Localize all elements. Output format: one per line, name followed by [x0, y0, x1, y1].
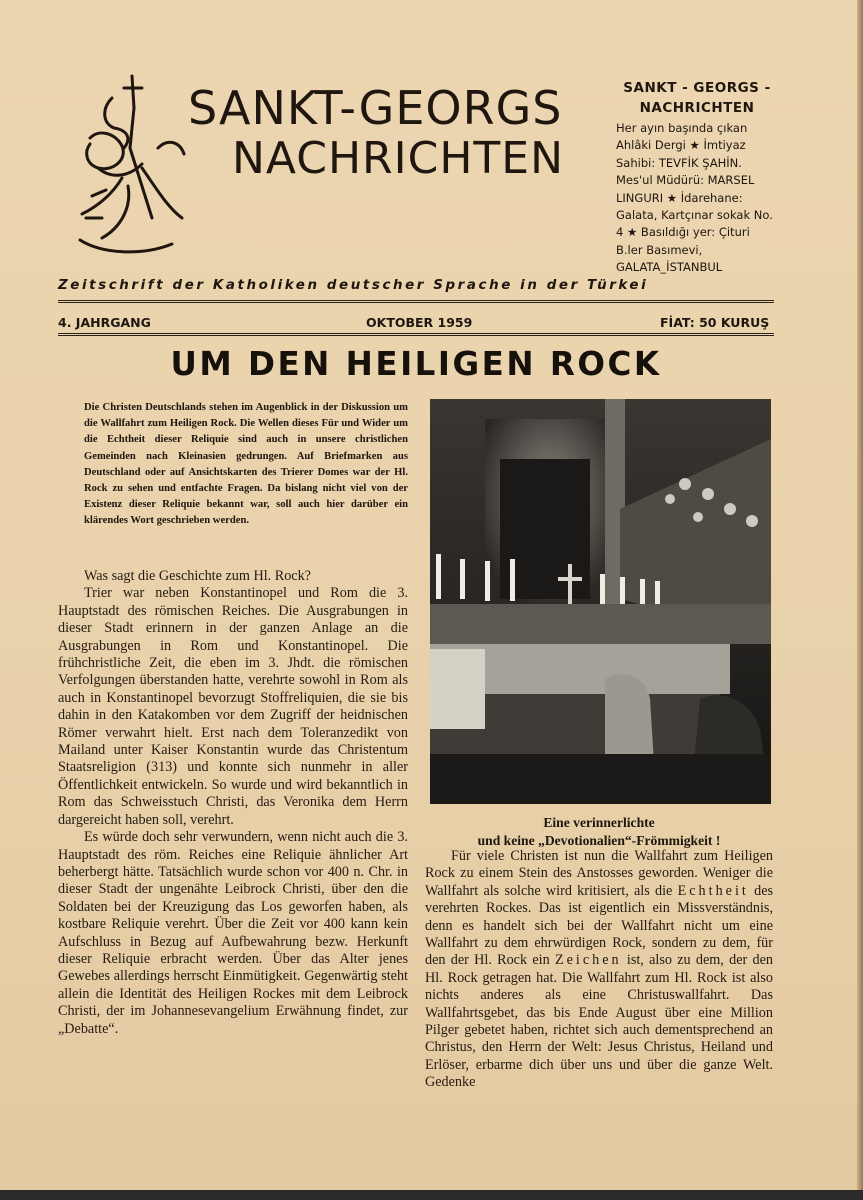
article-lead: Die Christen Deutschlands stehen im Augenblick in der Diskussion um die Wallfahrt zum Heiligen Rock. Die Wellen dieses Für und Wider um die Echtheit dieser Reliquie sind auch in unsere christlichen Gemeinden nach Kleinasien gedrungen. Auf Briefmarken aus Deutschland oder auf Ansichtskarten des Trierer Domes war der Hl. Rock zu sehen und entfachte Fragen. Da bislang nicht viel von der Existenz dieser Reliquie bekannt war, soll auch hier darüber ein klärendes Wort geschrieben werden.	[84, 402, 408, 527]
article-headline: UM DEN HEILIGEN ROCK	[170, 345, 662, 383]
page-edge	[857, 0, 863, 1200]
text-run-a: Für viele Christen ist nun die Wallfahrt zum Heiligen Rock zu einem Stein des Anstosses geworden. Weniger die Wallfahrt als solche wird kritisiert, als die	[425, 848, 773, 899]
imprint-text: Her ayın başında çıkan Ahlâki Dergi ★ İmtiyaz Sahibi: TEVFİK ŞAHİN. Mes'ul Müdürü: MARSEL LINGURI ★ İdarehane: Galata, Kartçınar sokak No. 4 ★ Basıldığı yer: Çituri B.ler Basımevi, GALATA_İSTANBUL	[616, 121, 773, 275]
caption-line1: Eine verinnerlichte	[543, 815, 655, 830]
issue-date: OKTOBER 1959	[366, 315, 473, 330]
left-column	[58, 568, 408, 1038]
altar-photo-image	[430, 399, 771, 804]
spaced-word-zeichen: Zeichen	[554, 952, 622, 969]
volume-label: 4. JAHRGANG	[58, 315, 151, 330]
masthead-rule-top	[58, 300, 774, 303]
text-run-b: des verehrten Rockes. Das ist eigentlich ein Missverständnis, denn es handelt sich bei der Wallfahrt nicht um eine Wallfahrt zu dem ehrwürdigen Rock, sondern zu dem, für den der Hl. Rock ein	[425, 882, 774, 969]
masthead-rule-bottom	[58, 333, 774, 336]
cathedral-altar-photo	[430, 399, 771, 804]
masthead-title-line2: NACHRICHTEN	[232, 133, 564, 184]
paragraph-pilgrimage	[425, 848, 773, 1092]
paragraph-question: Was sagt die Geschichte zum Hl. Rock?	[84, 568, 311, 584]
price-label: FİAT: 50 KURUŞ	[660, 315, 770, 330]
masthead-title-line1: SANKT-GEORGS	[188, 81, 563, 135]
paragraph-relic: Es würde doch sehr verwundern, wenn nicht auch die 3. Hauptstadt des röm. Reiches eine Reliquie ähnlicher Art beherbergt hätte. Tatsächlich wurde schon vor 400 n. Chr. in dieser Stadt der ungenähte Leibrock Christi, über den die Soldaten bei der Kreuzigung das Los geworfen haben, als kostbare Reliquie verehrt. Über die Zeit vor 400 kann kein Aufschluss in Bezug auf Aufbewahrung bezw. Herkunft dieser Reliquie erbracht werden. Über das Alter jenes Gewebes allerdings herrscht Einmütigkeit. Gegenwärtig steht allein die Identität des Heiligen Rockes mit dem Leibrock Christi, der im Johannesevangelium Erwähnung findet, zur „Debatte“.	[58, 829, 408, 1037]
paragraph-history: Trier war neben Konstantinopel und Rom die 3. Hauptstadt des römischen Reiches. Die Ausgrabungen in dieser Stadt erinnern in der ganzen Anlage an die Ausgrabungen in Rom und Konstantinopel. Die frühchristliche Zeit, die eben im 3. Jhdt. die römischen Verfolgungen überstanden hatte, verehrte sowohl in Rom als auch in Konstantinopel bevorzugt Stoffreliquien, die sie bis dahin in den Katakomben vor dem Zugriff der heidnischen Römer verwahrt hielt. Erst nach dem Toleranzedikt von Mailand unter Kaiser Konstantin wurde das Christentum Staatsreligion (313) und konnte sich nunmehr in aller Öffentlichkeit entwickeln. So wurde und wird bekanntlich in Rom das Schweisstuch Christi, das Veronika dem Herrn dargereicht haben soll, verehrt.	[58, 585, 408, 828]
imprint-title: SANKT - GEORGS - NACHRICHTEN	[623, 80, 771, 116]
saint-george-logo-icon	[72, 68, 202, 263]
text-run-c: ist, also zu dem, der den Hl. Rock getragen hat. Die Wallfahrt zum Hl. Rock ist also nichts anderes als eine Christuswallfahrt. Das Wallfahrtsgebet, das bis Ende August über eine Million Pilger gebetet haben, richtet sich auch dementsprechend an Christus, den Herrn der Welt: Jesus Christus, Heiland und Erlöser, erbarme dich über uns und über die ganze Welt. Gedenke	[425, 952, 773, 1091]
imprint-box	[616, 78, 778, 277]
masthead-title	[188, 82, 608, 184]
masthead-subtitle: Zeitschrift der Katholiken deutscher Sprache in der Türkei	[58, 278, 649, 293]
caption-line2: und keine „Devotionalien“-Frömmigkeit !	[477, 833, 721, 848]
right-column	[425, 848, 773, 1092]
spaced-word-echtheit: Echtheit	[677, 882, 749, 899]
photo-caption	[425, 814, 773, 850]
